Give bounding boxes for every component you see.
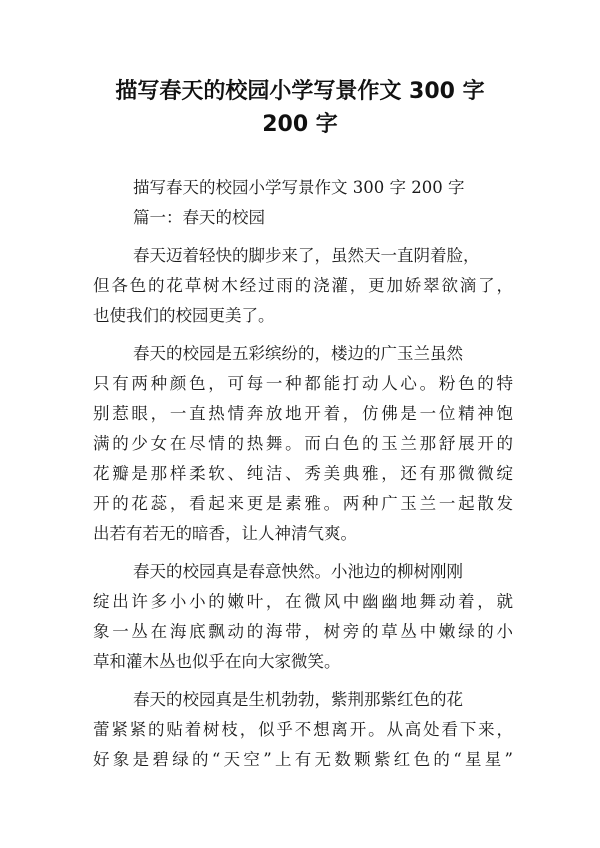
paragraph-line: 绽出许多小小的嫩叶，在微风中幽幽地舞动着，就 [93, 592, 513, 611]
paragraph-line: 别惹眼，一直热情奔放地开着，仿佛是一位精神饱 [93, 404, 513, 423]
paragraph-line: 出若有若无的暗香，让人神清气爽。 [93, 524, 357, 543]
paragraph-line: 春天的校园真是春意怏然。小池边的柳树刚刚 [133, 562, 463, 581]
section-heading: 篇一：春天的校园 [133, 208, 265, 227]
document-title-line-1: 描写春天的校园小学写景作文 300 字 [115, 79, 485, 104]
paragraph-line: 草和灌木丛也似乎在向大家微笑。 [93, 652, 341, 671]
paragraph-line: 也使我们的校园更美了。 [93, 306, 275, 325]
subtitle: 描写春天的校园小学写景作文 300 字 200 字 [133, 178, 465, 197]
paragraph-line: 好象是碧绿的“天空”上有无数颗紫红色的“星星” [93, 750, 513, 769]
paragraph-line: 象一丛在海底飘动的海带，树旁的草丛中嫩绿的小 [93, 622, 513, 641]
document-title-line-2: 200 字 [262, 112, 338, 137]
paragraph-line: 满的少女在尽情的热舞。而白色的玉兰那舒展开的 [93, 434, 513, 453]
paragraph-line: 春天迈着轻快的脚步来了，虽然天一直阴着脸， [133, 246, 480, 265]
paragraph-line: 但各色的花草树木经过雨的浇灌，更加娇翠欲滴了， [93, 276, 513, 295]
paragraph-line: 春天的校园真是生机勃勃，紫荆那紫红色的花 [133, 690, 463, 709]
paragraph-line: 花瓣是那样柔软、纯洁、秀美典雅，还有那微微绽 [93, 464, 513, 483]
paragraph-line: 蕾紧紧的贴着树枝，似乎不想离开。从高处看下来， [93, 720, 513, 739]
paragraph-line: 只有两种颜色，可每一种都能打动人心。粉色的特 [93, 374, 513, 393]
paragraph-line: 开的花蕊，看起来更是素雅。两种广玉兰一起散发 [93, 494, 513, 513]
paragraph-line: 春天的校园是五彩缤纷的，楼边的广玉兰虽然 [133, 344, 463, 363]
